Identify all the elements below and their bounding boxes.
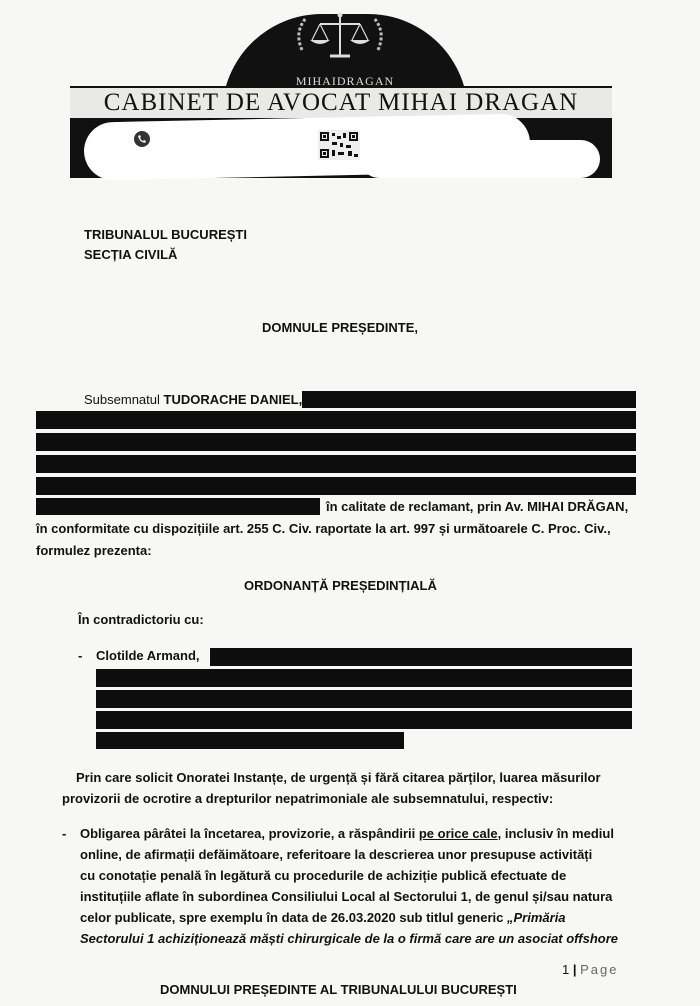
intro-line-1	[84, 392, 302, 408]
defendant-bullet: -	[78, 648, 83, 663]
document-title: ORDONANȚĂ PREȘEDINȚIALĂ	[244, 578, 437, 593]
redaction-bar	[210, 648, 632, 666]
redaction-bar	[36, 455, 636, 473]
intro-prefix: Subsemnatul	[84, 392, 160, 407]
redaction-bar	[96, 669, 632, 687]
contradictory-label: În contradictoriu cu:	[78, 612, 204, 627]
measure-text: , inclusiv în mediul	[497, 826, 614, 841]
intro-role: în calitate de reclamant, prin Av. MIHAI DRĂGAN,	[326, 499, 629, 514]
page-label: Page	[580, 962, 619, 977]
measure-line-4: instituțiile aflate în subordinea Consiliului Local al Sectorului 1, de genul și/sau natura	[80, 889, 613, 904]
footer-recipient: DOMNULUI PREȘEDINTE AL TRIBUNALULUI BUCUREȘTI	[160, 982, 517, 997]
measure-text: celor publicate, spre exemplu în data de 26.03.2020 sub titlul generic	[80, 910, 507, 925]
measure-line-1	[80, 826, 614, 842]
measure-emphasis: pe orice cale	[418, 826, 498, 841]
measure-line-3: cu conotație penală în legătură cu procedurile de achiziție publică efectuate de	[80, 868, 567, 883]
letterhead-brand: MIHAIDRAGAN	[295, 74, 395, 88]
article-title: „Primăria	[507, 910, 566, 925]
measure-line-5	[80, 910, 566, 926]
measure-bullet: -	[62, 826, 67, 841]
request-line-1: Prin care solicit Onoratei Instanțe, de urgență și fără citarea părților, luarea măsurilor	[76, 770, 601, 785]
phone-icon	[133, 130, 151, 148]
claimant-name: TUDORACHE DANIEL,	[163, 392, 303, 407]
defendant-name: Clotilde Armand,	[96, 648, 200, 663]
measure-text: Obligarea pârâtei la încetarea, provizorie, a răspândirii	[80, 826, 419, 841]
salutation: DOMNULE PREȘEDINTE,	[262, 320, 419, 335]
redaction-bar	[36, 411, 636, 429]
redaction-bar	[36, 498, 320, 515]
court-section: SECȚIA CIVILĂ	[84, 247, 178, 262]
scales-of-justice-logo-icon	[288, 10, 392, 66]
redaction-bar	[96, 732, 404, 749]
page-number	[562, 962, 619, 977]
letterhead-title: CABINET DE AVOCAT MIHAI DRAGAN	[70, 88, 612, 118]
measure-line-6: Sectorului 1 achiziționează măști chirurgicale de la o firmă care are un asociat offshore	[80, 931, 619, 946]
intro-closing: formulez prezenta:	[36, 543, 152, 558]
redaction-bar	[96, 711, 632, 729]
intro-legal-basis: în conformitate cu dispozițiile art. 255 C. Civ. raportate la art. 997 și următoarele C. Proc. Civ.,	[36, 521, 611, 536]
request-line-2: provizorii de ocrotire a drepturilor nepatrimoniale ale subsemnatului, respectiv:	[62, 791, 554, 806]
page-separator: |	[572, 962, 577, 977]
contact-redaction	[360, 140, 600, 178]
measure-line-2: online, de afirmații defăimătoare, referitoare la descrierea unor presupuse activități	[80, 847, 593, 862]
redaction-bar	[36, 433, 636, 451]
qr-code-icon	[318, 130, 360, 160]
redaction-bar	[36, 477, 636, 495]
page-number-value: 1	[562, 962, 570, 977]
court-name: TRIBUNALUL BUCUREȘTI	[84, 227, 247, 242]
redaction-bar	[96, 690, 632, 708]
redaction-bar	[302, 391, 636, 408]
